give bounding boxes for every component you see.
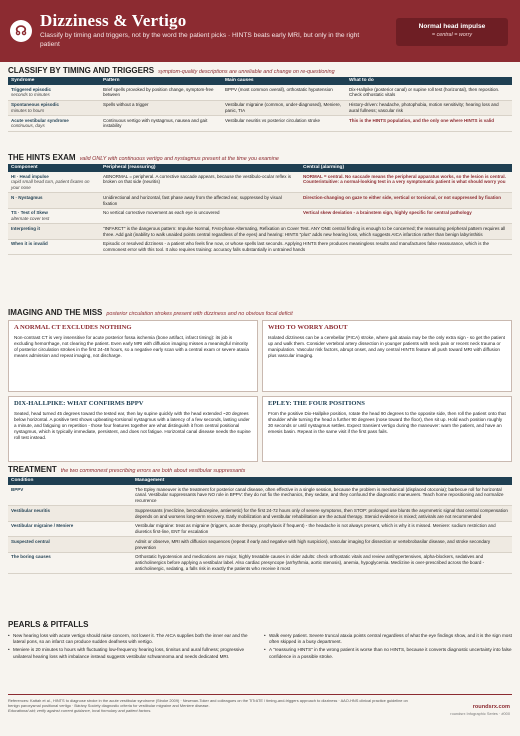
row-label: Vestibular migraine / Meniere — [8, 521, 132, 537]
table-row — [8, 506, 512, 522]
box-body: From the positive Dix-Hallpike position, rotate the head 90 degrees to the opposite side, then roll the patient onto that shoulder while turning the head a further 90 degrees (nose toward the floor), then sit up. Hold each position roughly 30 seconds or until nystagmus settles. Expect transient vertigo during the maneuver: warn the patient, and have an emesis basin. Repeat in the same visit if the first pass fails. — [268, 410, 506, 435]
row-sublabel: continuous, days — [11, 123, 45, 129]
row-label: HI · Head impulse — [11, 173, 49, 179]
section-heading: IMAGING AND THE MISS — [8, 308, 103, 317]
table-row — [8, 208, 512, 224]
row-sublabel: minutes to hours — [11, 107, 45, 113]
row-label-cell — [8, 224, 100, 240]
row-label-cell — [8, 208, 100, 224]
pearls-right — [264, 633, 512, 662]
col-header: Pattern — [100, 77, 222, 85]
row-sublabel: alternate cover test — [11, 216, 50, 222]
section-heading: CLASSIFY BY TIMING AND TRIGGERS — [8, 66, 155, 75]
col-header: Condition — [8, 477, 132, 485]
table-row — [8, 172, 512, 193]
col-header: Component — [8, 164, 100, 172]
table-row — [8, 521, 512, 537]
section-title-imaging — [8, 308, 293, 318]
table-cell: No vertical corrective movement as each eye is uncovered — [100, 208, 300, 224]
epley-box — [262, 396, 512, 462]
col-header: Peripheral (reassuring) — [100, 164, 300, 172]
page-title: Dizziness & Vertigo — [40, 11, 187, 30]
section-note: the two commonest prescribing errors are both about vestibular suppressants — [60, 468, 246, 474]
table-row — [8, 552, 512, 573]
section-note: valid ONLY with continuous vertigo and nystagmus present at the time you examine — [79, 156, 279, 162]
row-label-cell — [8, 100, 100, 116]
section-title-pearls — [8, 620, 88, 630]
row-label-cell — [8, 85, 100, 100]
col-header: Syndrome — [8, 77, 100, 85]
section-title-classify — [8, 66, 335, 76]
pearl-item: • Walk every patient. Severe truncal ataxia points central regardless of what the eye findings show, and it is the sign most often skipped in a busy department. — [264, 633, 512, 645]
pearl-item: • New hearing loss with acute vertigo should raise concern, not lower it. The AICA supplies both the inner ear and the lateral pons, so an infarct can produce sudden deafness with vertigo. — [8, 633, 256, 645]
table-cell: Vestibular migraine (common, under-diagnosed), Meniere, panic, TIA — [222, 100, 346, 116]
table-row — [8, 239, 512, 255]
pearls-left — [8, 633, 256, 662]
table-cell: NORMAL = central. No saccade means the peripheral apparatus works, so the lesion is central. Counterintuitive: a normal-looking test in a very symptomatic patient is what should worry you — [300, 172, 512, 193]
table-header-row — [8, 477, 512, 485]
table-row — [8, 85, 512, 100]
row-label: Spontaneous episodic — [11, 102, 60, 108]
table-cell: Suppressants (meclizine, benzodiazepine, antiemetic) for the first 24-72 hours only of severe symptoms, then STOP: prolonged use blunts the asymmetric signal that central compensation depends on and worsens long-term recovery. Early mobilization and vestibular rehabilitation are the actual therapy. Steroid evidence is mixed; antivirals are not recommended — [132, 506, 512, 522]
table-cell: This is the HINTS population, and the only one where HINTS is valid — [346, 116, 512, 132]
table-row — [8, 537, 512, 553]
pearl-item: • A "reassuring HINTS" in the wrong patient is worse than no HINTS, because it converts diagnostic uncertainty into false confidence in a possible stroke. — [264, 647, 512, 659]
row-label: Suspected central — [8, 537, 132, 553]
row-label-cell — [8, 193, 100, 209]
table-cell: Unidirectional and horizontal, fast phase away from the affected ear, suppressed by visual fixation — [100, 193, 300, 209]
table-cell: ABNORMAL = peripheral. A corrective saccade appears, because the vestibulo-ocular reflex is broken on that side (neuritis) — [100, 172, 300, 193]
col-header: Management — [132, 477, 512, 485]
box-body: Seated, head turned 45 degrees toward the tested ear, then lay supine quickly with the head extended ~20 degrees below horizontal. A positive test shows upbeating-torsional nystagmus with a latency of a few seconds, lasting under a minute, and fatiguing on repetition - those four features together are what distinguish it from central positional nystagmus, which is typically immediate, persistent, and does not fatigue. Horizontal canal disease needs the supine roll test instead. — [14, 410, 251, 441]
row-label: BPPV — [8, 485, 132, 506]
table-header-row — [8, 77, 512, 85]
treatment-table — [8, 477, 512, 574]
classify-table — [8, 77, 512, 132]
normal-ct-box — [8, 320, 258, 392]
references-text: References: Kattah et al., HINTS to diagnose stroke in the acute vestibular syndrome (Stroke 2009) · Newman-Toker and colleagues on the TiTrATE / timing-and-triggers approach to dizziness · AAO-HNS clinical practice guideline on benign paroxysmal positional vertigo · Bárány Society diagnostic criteria for vestibular migraine and Meniere disease. — [8, 698, 408, 709]
table-row — [8, 485, 512, 506]
table-row — [8, 100, 512, 116]
box-title: EPLEY: THE FOUR POSITIONS — [268, 400, 365, 407]
row-label: Vestibular neuritis — [8, 506, 132, 522]
row-label: The boring causes — [8, 552, 132, 573]
header — [0, 0, 520, 62]
col-header: Main causes — [222, 77, 346, 85]
box-title: A NORMAL CT EXCLUDES NOTHING — [14, 324, 132, 331]
row-label-cell — [8, 239, 100, 255]
site-link[interactable]: roundsrx.com — [472, 704, 510, 710]
site-credit — [450, 704, 510, 716]
table-row — [8, 224, 512, 240]
table-cell: Spells without a trigger — [100, 100, 222, 116]
table-cell: Direction-changing on gaze to either side, vertical or torsional, or not suppressed by fixation — [300, 193, 512, 209]
box-title: WHO TO WORRY ABOUT — [268, 324, 348, 331]
references — [8, 698, 408, 713]
badge-title: Normal head impulse — [418, 23, 486, 30]
table-cell: The Epley maneuver is the treatment for posterior canal disease, often effective in a single session, because the problem is mechanical (displaced otoconia); barbecue roll for horizontal canal. Vestibular suppressants have NO role in BPPV: they do not fix the mechanics, they sedate, and they confound the diagnostic maneuvers. Teach home repositioning and normalize recurrence — [132, 485, 512, 506]
row-label: Interpreting it — [11, 225, 40, 231]
table-row — [8, 116, 512, 132]
row-label-cell — [8, 172, 100, 193]
box-title: DIX-HALLPIKE: WHAT CONFIRMS BPPV — [14, 400, 144, 407]
page-subtitle: Classify by timing and triggers, not by the word the patient picks · HINTS beats early MRI, but only in the right patient — [40, 32, 360, 49]
section-note: posterior circulation strokes present with dizziness and no obvious focal deficit — [106, 311, 293, 317]
key-badge — [396, 18, 508, 46]
row-label: N · Nystagmus — [11, 194, 43, 200]
table-cell: Vertical skew deviation - a brainstem sign, highly specific for central pathology — [300, 208, 512, 224]
section-title-hints — [8, 153, 279, 163]
table-cell: Episodic or resolved dizziness - a patient who feels fine now, or whose spells last seconds. Applying HINTS there produces meaningless results and manufactures false reassurance, which is the commonest error with this tool. It also requires training: accuracy falls substantially in untrained hands — [100, 239, 512, 255]
table-cell: "INFARCT" is the dangerous pattern: Impulse Normal, FAst-phase Alternating, Refixation on Cover Test. ANY ONE central finding is enough to be concerned; the reassuring peripheral pattern requires all three. Add gait (inability to walk unaided points central regardless of the eyes) and hearing: HINTS "plus" adds new hearing loss, which suggests AICA infarction rather than benign labyrinthitis — [100, 224, 512, 240]
pearl-item: • Meniere is 20 minutes to hours with fluctuating low-frequency hearing loss, tinnitus and aural fullness; progressive unilateral hearing loss with imbalance instead suggests vestibular schwannoma and needs dedicated MRI. — [8, 647, 256, 659]
row-sublabel: seconds to minutes — [11, 92, 50, 98]
dix-hallpike-box — [8, 396, 258, 462]
box-body: Isolated dizziness can be a cerebellar (PICA) stroke, where gait ataxia may be the only extra sign - so get the patient up and walk them. Consider vertebral artery dissection in younger patients with neck pain or recent neck trauma or manipulation. Vascular risk factors, abrupt onset, and any central HINTS feature all push toward MRI with diffusion plus vascular imaging. — [268, 334, 505, 359]
footer-divider — [8, 694, 512, 695]
section-title-treatment — [8, 465, 245, 475]
table-cell: Orthostatic hypotension and medications are major, highly treatable causes in older adults: check orthostatic vitals and review antihypertensives, alpha-blockers, sedatives and anticholinergics before applying a vestibular label. Also cardiac presyncope (arrhythmia, aortic stenosis), anemia, hypoglycemia. Meclizine is over-prescribed across the board - anticholinergic, sedating, a falls risk in exactly the patients who receive it most — [132, 552, 512, 573]
table-cell: History-driven: headache, photophobia, motion sensitivity; hearing loss and aural fullness; vascular risk — [346, 100, 512, 116]
table-cell: Vestibular neuritis vs posterior circulation stroke — [222, 116, 346, 132]
badge-subtitle: = central = worry — [431, 31, 473, 38]
table-row — [8, 193, 512, 209]
table-cell: BPPV (most common overall), orthostatic hypotension — [222, 85, 346, 100]
table-cell: Dix-Hallpike (posterior canal) or supine roll test (horizontal), then reposition. Check orthostatic vitals — [346, 85, 512, 100]
hints-table — [8, 164, 512, 255]
box-body: Non-contrast CT is very insensitive for acute posterior fossa ischemia (bone artifact, infarct timing): its job is excluding hemorrhage, not clearing the patient. Even early MRI with diffusion imaging misses a meaningful minority of posterior circulation strokes in the first 24-48 hours, so a negative early scan with a central exam or severe ataxia means admission and repeat imaging, not discharge. — [14, 334, 249, 359]
table-header-row — [8, 164, 512, 172]
table-cell: Brief spells provoked by position change, symptom-free between — [100, 85, 222, 100]
ear-logo-icon: ☊ — [10, 20, 32, 42]
table-cell: Vestibular migraine: treat as migraine (triggers, acute therapy, prophylaxis if frequent) - the headache is not always present, which is why it is missed. Meniere: sodium restriction and diuretics first-line, ENT for escalation — [132, 521, 512, 537]
row-label: Triggered episodic — [11, 86, 52, 92]
section-heading: PEARLS & PITFALLS — [8, 620, 89, 629]
who-to-worry-box — [262, 320, 512, 392]
row-label: Acute vestibular syndrome — [11, 117, 69, 123]
row-label: TS · Test of Skew — [11, 210, 48, 216]
section-heading: TREATMENT — [8, 465, 57, 474]
row-label: When it is invalid — [11, 241, 48, 247]
col-header: What to do — [346, 77, 512, 85]
row-sublabel: rapid small head turn, patient fixates on your nose — [11, 179, 90, 191]
table-cell: Admit or observe, MRI with diffusion sequences (repeat if early and negative with high suspicion), vascular imaging for dissection or vertebrobasilar disease, and stroke secondary prevention — [132, 537, 512, 553]
col-header: Central (alarming) — [300, 164, 512, 172]
disclaimer: Educational aid; verify against current guidance, local formulary and patient factors. — [8, 708, 152, 714]
section-note: symptom-quality descriptions are unreliable and change on re-questioning — [158, 69, 335, 75]
section-heading: THE HINTS EXAM — [8, 153, 76, 162]
table-cell: Continuous vertigo with nystagmus, nausea and gait instability — [100, 116, 222, 132]
series-label: roundsrx Infographic Series · #000 — [450, 711, 510, 717]
row-label-cell — [8, 116, 100, 132]
